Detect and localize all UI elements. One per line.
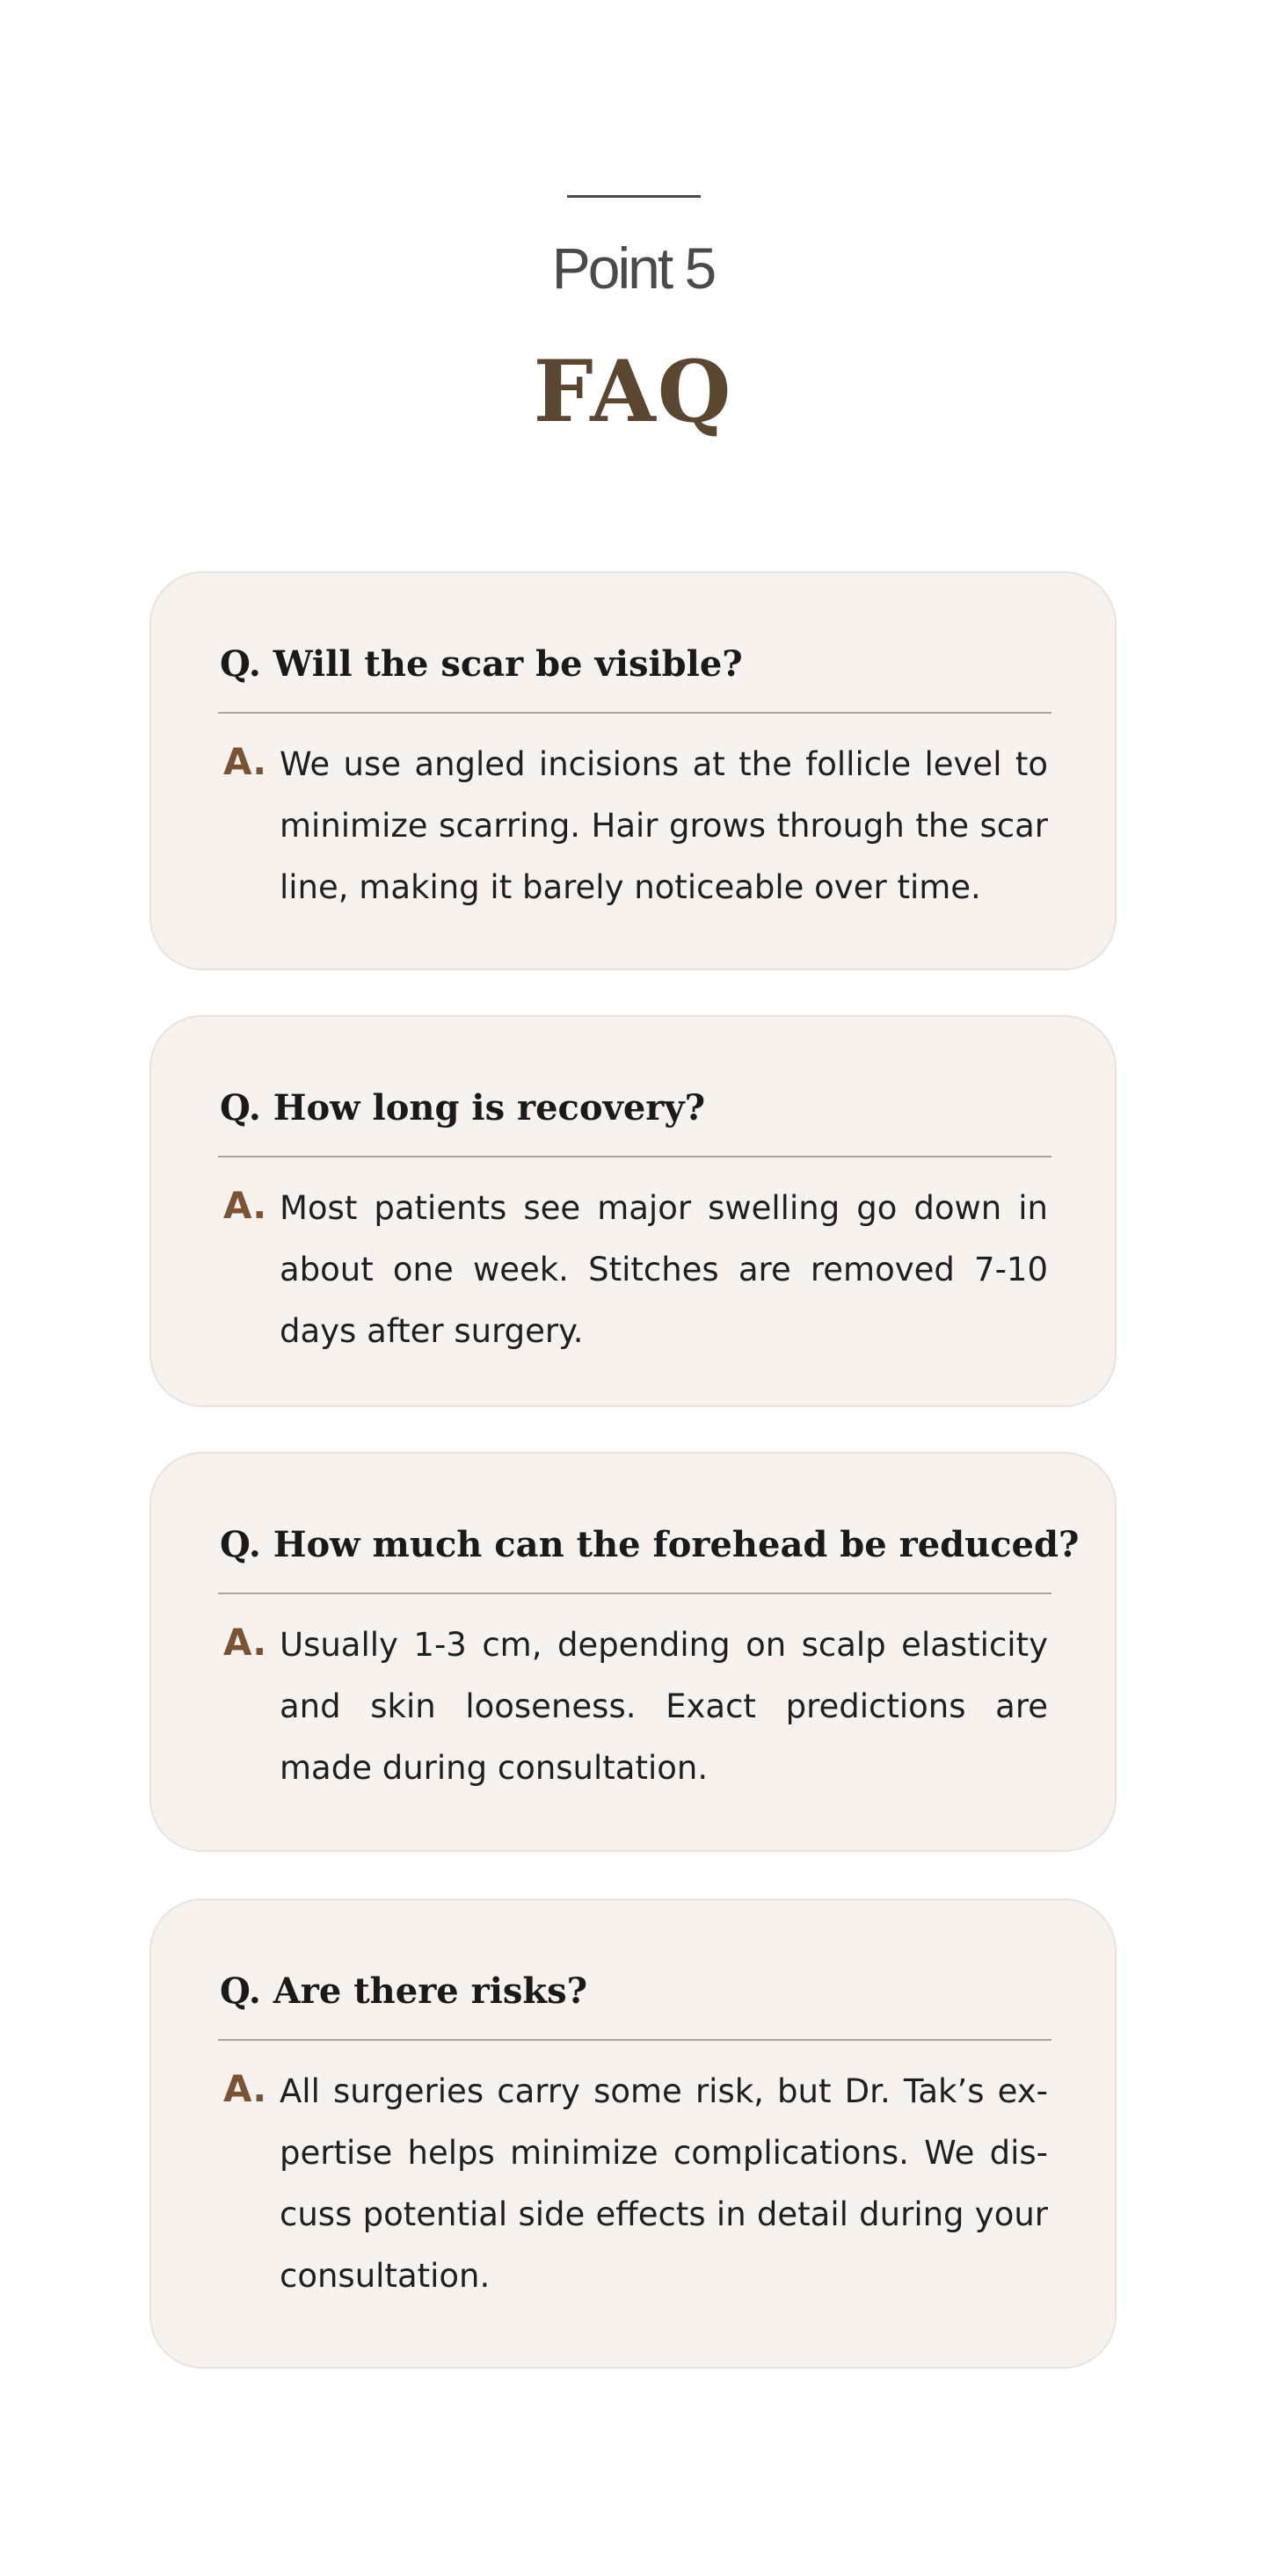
faq-question: Q. How long is recovery?: [220, 1087, 706, 1128]
faq-question: Q. Are there risks?: [220, 1970, 588, 2012]
faq-divider: [218, 2039, 1051, 2041]
section-top-rule: [567, 195, 701, 198]
faq-card-recovery: [149, 1015, 1117, 1407]
faq-question: Q. How much can the forehead be reduced?: [220, 1524, 1080, 1565]
faq-answer: Most patients see major swelling go down in about one week. Stitches are removed 7-10 days after surgery.: [280, 1189, 1048, 1350]
faq-card-scar: [149, 571, 1117, 970]
section-title: FAQ: [533, 342, 733, 441]
faq-card-risks: [149, 1898, 1117, 2369]
faq-question: Q. Will the scar be visible?: [220, 643, 743, 685]
point-label: Point 5: [551, 236, 715, 301]
answer-mark: A.: [223, 1184, 267, 1227]
faq-divider: [218, 712, 1051, 714]
faq-divider: [218, 1156, 1051, 1157]
answer-mark: A.: [223, 1621, 267, 1664]
faq-answer: All surgeries carry some risk, but Dr. Tak’s expertise helps minimize complications. We discuss potential side effects in detail during your consultation.: [280, 2072, 1048, 2295]
faq-answer: We use angled incisions at the follicle level to minimize scarring. Hair grows through the scar line, making it barely noticeable over time.: [280, 745, 1048, 906]
faq-answer: Usually 1-3 cm, depending on scalp elasticity and skin looseness. Exact predictions are made during consultation.: [280, 1626, 1048, 1787]
faq-card-forehead: [149, 1452, 1117, 1852]
faq-divider: [218, 1593, 1051, 1594]
answer-mark: A.: [223, 2067, 267, 2110]
answer-mark: A.: [223, 740, 267, 783]
